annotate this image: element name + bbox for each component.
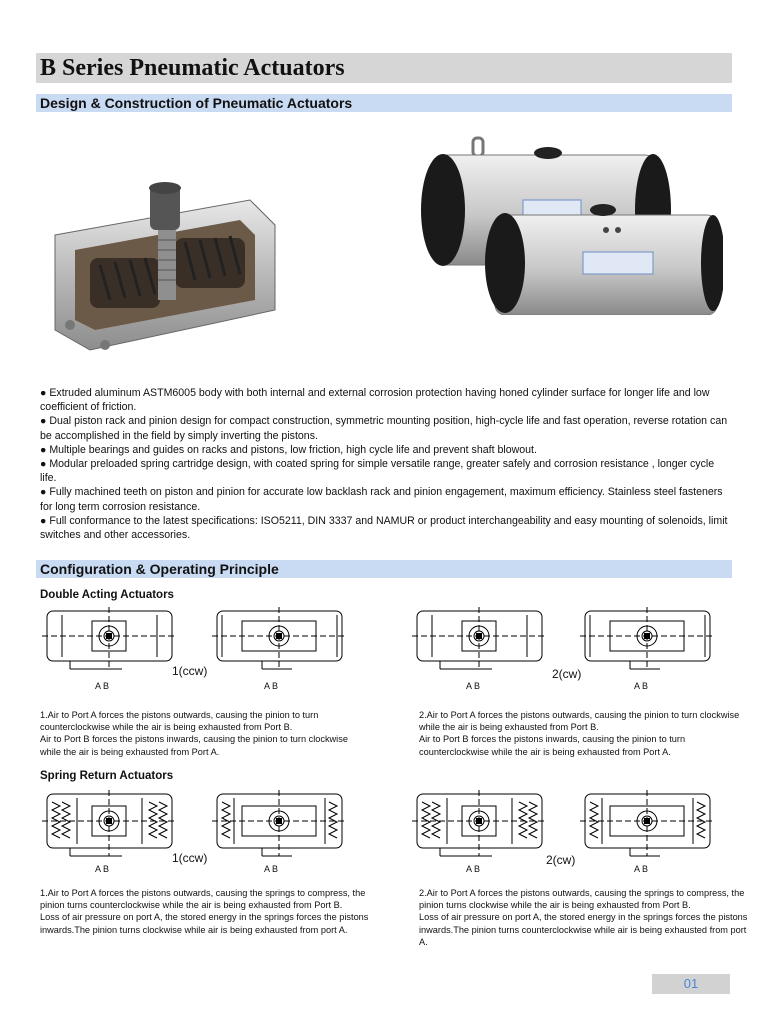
spring-return-diagram [580,790,715,860]
feature-item: ● Multiple bearings and guides on racks and pistons, low friction, high cycle life and prevent shaft blowout. [40,443,537,456]
cutaway-actuator-image [50,180,280,365]
ccw-label: 1(ccw) [172,851,208,865]
feature-item: ● Full conformance to the latest specifications: ISO5211, DIN 3337 and NAMUR or product interchangeability and easy mounting of solenoids, limit switches and other accessories. [40,514,728,542]
spring-return-heading: Spring Return Actuators [40,770,174,782]
desc-paragraph: Loss of air pressure on port A, the stored energy in the springs forces the pistons inwards.The pinion turns counterclockwise while air is being exhausted from port A. [419,912,748,947]
cw-label: 2(cw) [546,853,576,867]
port-labels: A B [634,681,649,691]
port-labels: A B [634,864,649,874]
feature-list [40,386,730,542]
page-title: B Series Pneumatic Actuators [40,55,345,81]
spring-return-diagram [412,790,547,860]
cw-label: 2(cw) [552,667,582,681]
spring-return-desc-left [40,887,370,936]
ccw-label: 1(ccw) [172,664,208,678]
double-acting-diagram [580,607,715,672]
desc-paragraph: Air to Port B forces the pistons inwards, causing the pinion to turn counterclockwise while the air is being exhausted from Port A. [419,734,686,757]
double-acting-heading: Double Acting Actuators [40,589,174,601]
port-labels: A B [264,681,279,691]
double-acting-diagram [42,607,177,672]
spring-return-diagram [212,790,347,860]
port-labels: A B [95,864,110,874]
desc-paragraph: 2.Air to Port A forces the pistons outwards, causing the springs to compress, the pinion turns clockwise while the air is being exhausted from Port B. [419,888,745,911]
desc-paragraph: Loss of air pressure on port A, the stored energy in the springs forces the pistons inwards.The pinion turns clockwise while air is being exhausted from port A. [40,912,369,935]
spring-return-diagram [42,790,177,860]
port-labels: A B [466,681,481,691]
desc-paragraph: 2.Air to Port A forces the pistons outwards, causing the pinion to turn clockwise while the air is being exhausted from Port B. [419,710,740,733]
title-bar [36,53,732,83]
desc-paragraph: 1.Air to Port A forces the pistons outwards, causing the springs to compress, the pinion turns counterclockwise while the air is being exhausted from Port B. [40,888,366,911]
section-title-design: Design & Construction of Pneumatic Actuators [40,95,353,111]
spring-return-desc-right [419,887,749,948]
page-number: 01 [652,974,730,994]
section-header-design [36,94,732,112]
section-header-config [36,560,732,578]
feature-item: ● Extruded aluminum ASTM6005 body with both internal and external corrosion protection having honed cylinder surface for longer life and low coefficient of friction. [40,387,710,414]
desc-paragraph: 1.Air to Port A forces the pistons outwards, causing the pinion to turn counterclockwise while the air is being exhausted from Port B. [40,710,319,733]
port-labels: A B [95,681,110,691]
section-title-config: Configuration & Operating Principle [40,561,279,577]
double-acting-desc-right [419,709,749,758]
port-labels: A B [466,864,481,874]
feature-item: ● Modular preloaded spring cartridge design, with coated spring for simple versatile range, greater safely and corrosion resistance , longer cycle life. [40,458,715,485]
feature-item: ● Fully machined teeth on piston and pinion for accurate low backlash rack and pinion engagement, maximum efficiency. Stainless steel fasteners for long term corrosion resistance. [40,486,723,513]
double-acting-diagram [212,607,347,672]
feature-item: ● Dual piston rack and pinion design for compact construction, symmetric mounting position, high-cycle life and fast operation, reverse rotation can be accomplished in the field by simply inverting the pistons. [40,415,728,442]
actuators-product-image [413,130,723,315]
double-acting-diagram [412,607,547,672]
desc-paragraph: Air to Port B forces the pistons inwards, causing the pinion to turn clockwise while the air is being exhausted from Port A. [40,734,348,757]
port-labels: A B [264,864,279,874]
double-acting-desc-left [40,709,370,758]
